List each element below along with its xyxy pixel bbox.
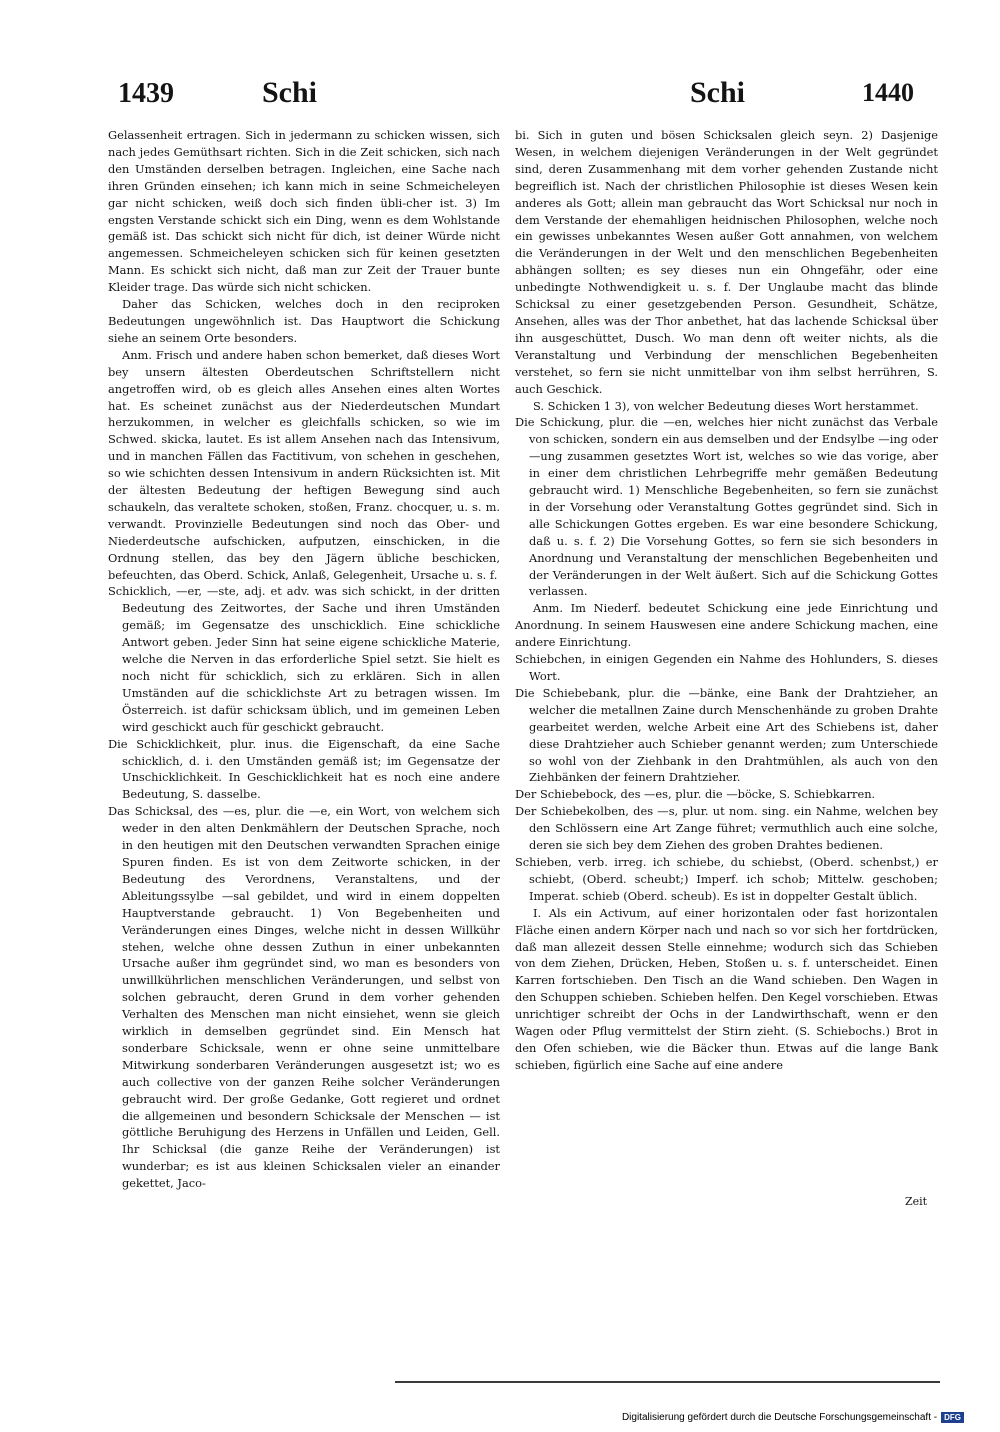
entry-schicklich: Schicklich, —er, —ste, adj. et adv. was sich schickt, in der dritten Bedeutung des Zeitwortes, der Sache und ihren Umständen gemäß; im Gegensatze des unschicklich. Eine schickliche Antwort geben. Jeder Sinn hat seine eigene schickliche Materie, welche die Nerven in das erforderliche Spiel setzt. Sie hielt es noch nicht für schicklich, sich zu erklären. Sich in allen Umständen auf die schicklichste Art zu betragen wissen. Im Österreich. ist dafür schicksam üblich, und im gemeinen Leben wird geschickt auch für geschickt gebraucht. [108, 584, 500, 734]
bottom-rule [395, 1381, 940, 1383]
entry-schiebebock: Der Schiebebock, des —es, plur. die —böcke, S. Schiebkarren. [515, 787, 876, 802]
note-paragraph: Anm. Frisch und andere haben schon bemerket, daß dieses Wort bey unsern ältesten Oberdeutschen Schriftstellern nicht angetroffen wird, ob es gleich alles Ansehen eines alten Wortes hat. Es scheinet zunächst aus der Niederdeutschen Mundart herzukommen, in welcher es gleichfalls schicken, so wie im Schwed. skicka, lautet. Es ist allem Ansehen nach das Intensivum, und in manchen Fällen das Factitivum, von schehen in geschehen, so wie schichten dessen Intensivum in andern Rücksichten ist. Mit der ältesten Bedeutung der heftigen Bewegung sind auch schaukeln, das veraltete schoken, stoßen, Franz. chocquer, u. s. m. verwandt. Provinzielle Bedeutungen sind noch das Ober- und Niederdeutsche aufschicken, aufputzen, einschicken, in die Ordnung stellen, das bey den Jägern übliche beschicken, befeuchten, das Oberd. Schick, Anlaß, Gelegenheit, Ursache u. s. f. [108, 347, 500, 582]
dfg-logo-icon: DFG [941, 1412, 964, 1423]
entry-schicksal: Das Schicksal, des —es, plur. die —e, ein Wort, von welchem sich weder in den alten Denkmählern der Deutschen Sprache, noch in den heutigen mit den Deutschen verwandten Sprachen einige Spuren finden. Es ist von dem Zeitworte schicken, in der Bedeutung des Verordnens, Veranstaltens, und der Ableitungssylbe —sal gebildet, und wird in einem doppelten Hauptverstande gebraucht. 1) Von Begebenheiten und Veränderungen eines Dinges, welche nicht in dessen Willkühr stehen, welche ohne dessen Zuthun in einer unbekannten Ursache außer ihm gegründet sind, wo man es besonders von unwillkührlichen menschlichen Veränderungen, und selbst von solchen gebraucht, deren Grund in dem vorher gehenden Verhalten des Menschen man nicht einsiehet, wenn sie gleich wirklich in demselben gegründet sind. Ein Mensch hat sonderbare Schicksale, wenn er ohne seine unmittelbare Mitwirkung sonderbaren Veränderungen ausgesetzt ist; wo es auch collective von der ganzen Reihe solcher Veränderungen gebraucht wird. Der große Gedanke, Gott regieret und ordnet die allgemeinen und besondern Schicksale der Menschen — ist göttliche Beruhigung des Herzens in Unfällen und Leiden, Gell. Ihr Schicksal (die ganze Reihe der Veränderungen) ist wunderbar; es ist aus kleinen Schicksalen vieler an einander gekettet, Jaco- [108, 804, 500, 1191]
left-column [108, 127, 500, 1192]
paragraph: Gelassenheit ertragen. Sich in jedermann zu schicken wissen, sich nach jedes Gemüthsart richten. Sich in die Zeit schicken, sich nach den Umständen derselben betragen. Ingleichen, eine Sache nach ihren Gründen einsehen; ich kann mich in seine Schmeicheleyen gar nicht schicken, weiß doch sich finden übli-cher ist. 3) Im engsten Verstande schickt sich ein Ding, wenn es dem Wohlstande gemäß ist. Das schickt sich nicht für dich, ist deiner Würde nicht angemessen. Schmeicheleyen schicken sich für keinen gesetzten Mann. Es schickt sich nicht, daß man zur Zeit der Trauer bunte Kleider trage. Das würde sich nicht schicken. [108, 128, 500, 295]
cross-reference: S. Schicken 1 3), von welcher Bedeutung dieses Wort herstammet. [533, 398, 919, 413]
catchword: Zeit [905, 1195, 928, 1208]
paragraph: bi. Sich in guten und bösen Schicksalen gleich seyn. 2) Dasjenige Wesen, in welchem diejenigen Veränderungen in der Welt gegründet sind, deren Zusammenhang mit dem vorher gehenden Zustande nicht begreiflich ist. Nach der christlichen Philosophie ist dieses Wesen kein anderes als Gott; allein man gebraucht das Wort Schicksal nur noch in dem Verstande der ehemahligen heidnischen Philosophen, welche noch ein gewisses unbekanntes Wesen außer Gott annahmen, von welchem die Veränderungen in der Welt und den menschlichen Begebenheiten abhängen sollten; es sey dieses nun ein Ohngefähr, oder eine unbedingte Nothwendigkeit u. s. f. Der Unglaube macht das blinde Schicksal zu einer gesetzgebenden Person. Gesundheit, Schätze, Ansehen, alles was der Thor anbethet, hat das lachende Schicksal über ihn ausgeschüttet, Dusch. Wo man denn oft weiter nichts, als die Veranstaltung und Verbindung der menschlichen Begebenheiten verstehet, so fern sie nicht unmittelbar von ihm selbst herrühren, S. auch Geschick. [515, 128, 938, 396]
paragraph: Daher das Schicken, welches doch in den reciproken Bedeutungen ungewöhnlich ist. Das Hauptwort die Schickung siehe an seinem Orte besonders. [108, 297, 500, 345]
entry-schiebekolben: Der Schiebekolben, des —s, plur. ut nom. sing. ein Nahme, welchen bey den Schlössern eine Art Zange führet; vermuthlich auch eine solche, deren sie sich bey dem Ziehen des groben Drahtes bedienen. [515, 804, 938, 853]
entry-schiebchen: Schiebchen, in einigen Gegenden ein Nahme des Hohlunders, S. dieses Wort. [515, 652, 938, 683]
entry-schiebebank: Die Schiebebank, plur. die —bänke, eine Bank der Drahtzieher, an welcher die metallnen Zaine durch Menschenhände zu groben Drahte gearbeitet werden, welche Arbeit eine Art des Schiebens ist, daher diese Drahtzieher auch Schieber genannt werden; zum Unterschiede so wohl von der Ziehbank in den Drahtmühlen, als auch von den Ziehbänken der feinern Drahtzieher. [515, 685, 938, 785]
right-running-head: Schi [690, 76, 746, 109]
footer-text: Digitalisierung gefördert durch die Deutsche Forschungsgemeinschaft - [621, 1412, 938, 1423]
right-column [515, 127, 938, 1074]
paragraph: I. Als ein Activum, auf einer horizontalen oder fast horizontalen Fläche einen andern Körper nach und nach so vor sich her fortdrücken, daß man allezeit dessen Stelle einnehme; wodurch sich das Schieben von dem Ziehen, Drücken, Heben, Stoßen u. s. f. unterscheidet. Einen Karren fortschieben. Den Tisch an die Wand schieben. Den Wagen in den Schuppen schieben. Schieben helfen. Den Kegel vorschieben. Etwas unrichtiger schreibt der Ochs in der Landwirthschaft, wenn er den Wagen oder Pflug vermittelst der Stirn zieht. (S. Schiebochs.) Brot in den Ofen schieben, wie die Bäcker thun. Etwas auf die lange Bank schieben, figürlich eine Sache auf eine andere [515, 905, 938, 1072]
left-page-number: 1439 [118, 78, 174, 109]
entry-schieben: Schieben, verb. irreg. ich schiebe, du schiebst, (Oberd. schenbst,) er schiebt, (Oberd. scheubt;) Imperf. ich schob; Mittelw. geschoben; Imperat. schieb (Oberd. scheub). Es ist in doppelter Gestalt üblich. [515, 854, 938, 903]
left-running-head: Schi [262, 76, 318, 109]
right-page-number: 1440 [862, 78, 914, 107]
entry-schickung: Die Schickung, plur. die —en, welches hier nicht zunächst das Verbale von schicken, sondern ein aus demselben und der Endsylbe —ing oder —ung zusammen gesetztes Wort ist, welches so wie das vorige, aber in einer dem christlichen Lehrbegriffe mehr gemäßen Bedeutung gebraucht wird. 1) Menschliche Begebenheiten, so fern sie zunächst in der Vorsehung oder Veranstaltung Gottes gegründet sind. Sich in alle Schickungen Gottes ergeben. Es war eine besondere Schickung, daß u. s. f. 2) Die Vorsehung Gottes, so fern sie sich besonders in Anordnung und Veranstaltung der menschlichen Begebenheiten und der Veränderungen in der Welt äußert. Sich auf die Schickung Gottes verlassen. [515, 415, 938, 599]
footer [622, 1412, 964, 1423]
entry-schicklichkeit: Die Schicklichkeit, plur. inus. die Eigenschaft, da eine Sache schicklich, d. i. den Umständen gemäß ist; im Gegensatze der Unschicklichkeit. In Geschicklichkeit hat es noch eine andere Bedeutung, S. dasselbe. [108, 736, 500, 802]
note-paragraph: Anm. Im Niederf. bedeutet Schickung eine jede Einrichtung und Anordnung. In seinem Hauswesen eine andere Schickung machen, eine andere Einrichtung. [515, 601, 938, 650]
